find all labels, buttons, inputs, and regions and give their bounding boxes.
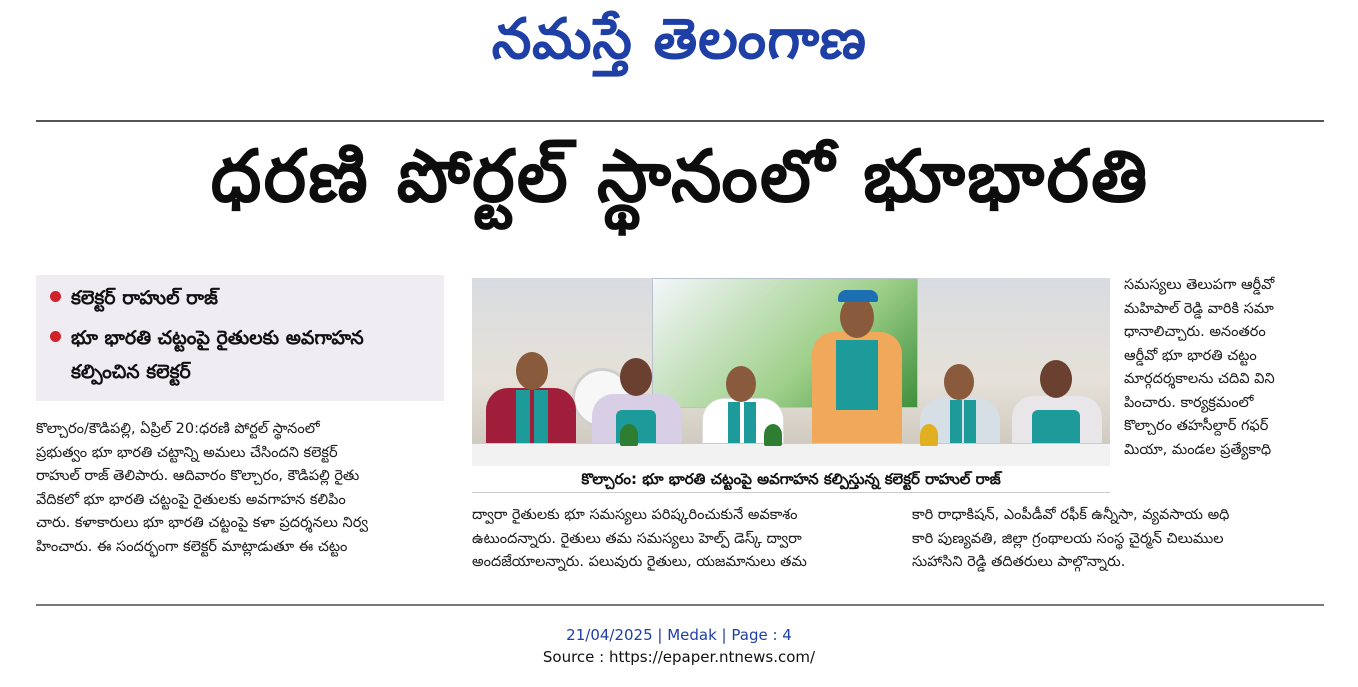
masthead-title: నమస్తే తెలంగాణ: [489, 6, 870, 72]
text-line: సమస్యలు తెలుపగా ఆర్డీవో: [1124, 277, 1275, 293]
text-line: ప్రభుత్వం భూ భారతి చట్టాన్ని అమలు చేసిందని కలెక్టర్: [36, 444, 338, 461]
plant: [620, 424, 638, 446]
newspaper-clipping: [36, 92, 1324, 608]
text-line: కొల్చారం/కౌడిపల్లి, ఏప్రిల్ 20:ధరణి పోర్టల్ స్థానంలో: [36, 421, 320, 437]
plant: [764, 424, 782, 446]
column-3-top: [1124, 274, 1314, 462]
footer-date-edition: 21/04/2025 | Medak | Page : 4: [566, 626, 792, 644]
text-line: మియా, మండల ప్రత్యేకాధి: [1124, 441, 1272, 458]
text-line: రాహుల్ రాజ్ తెలిపారు. ఆదివారం కొల్చారం, కౌడిపల్లి రైతు: [36, 468, 360, 484]
column-3-bottom: [912, 504, 1324, 575]
highlight-text: కలెక్టర్ రాహుల్ రాజ్: [71, 287, 218, 309]
text-line: ఆర్డీవో భూ భారతి చట్టం: [1124, 347, 1257, 364]
highlight-item: [48, 321, 432, 389]
text-line: హించారు. ఈ సందర్భంగా కలెక్టర్ మాట్లాడుతూ ఈ చట్టం: [36, 538, 348, 555]
masthead: [0, 0, 1358, 92]
person-speaker: [812, 288, 902, 466]
text-line: సుహాసిని రెడ్డి తదితరులు పాల్గొన్నారు.: [912, 554, 1126, 570]
bullet-dot: [50, 331, 61, 342]
text-line: చారు. కళాకారులు భూ భారతి చట్టంపై కళా ప్రదర్శనలు నిర్వ: [36, 515, 368, 531]
highlight-text: భూ భారతి చట్టంపై రైతులకు అవగాహన కల్పించిన కలెక్టర్: [71, 327, 364, 383]
highlight-item: [48, 281, 432, 315]
text-line: ధానాలిచ్చారు. అనంతరం: [1124, 324, 1266, 340]
text-line: కారి పుణ్యవతి, జిల్లా గ్రంథాలయ సంస్థ చైర్మన్ చిలుముల: [912, 530, 1224, 547]
text-line: వేదికలో భూ భారతి చట్టంపై రైతులకు అవగాహన కలిపిం: [36, 491, 346, 508]
top-rule: [36, 120, 1324, 122]
highlights-box: [36, 275, 444, 401]
bullet-dot: [50, 291, 61, 302]
bottom-rule: [36, 604, 1324, 606]
text-line: ఉటుందన్నారు. రైతులు తమ సమస్యలు హెల్ప్ డెస్క్ ద్వారా: [472, 530, 802, 547]
table-edge: [472, 443, 1110, 466]
column-1: [36, 418, 444, 559]
text-line: ద్వారా రైతులకు భూ సమస్యలు పరిష్కరించుకునే అవకాశం: [472, 507, 798, 523]
plant: [920, 424, 938, 446]
column-2: [472, 504, 890, 575]
photo-caption: కొల్చారం: భూ భారతి చట్టంపై అవగాహన కల్పిస్తున్న కలెక్టర్ రాహుల్ రాజ్: [472, 466, 1110, 493]
footer-source: Source : https://epaper.ntnews.com/: [542, 648, 816, 666]
text-line: పించారు. కార్యక్రమంలో: [1124, 394, 1254, 411]
text-line: మహిపాల్ రెడ్డి వారికి సమా: [1124, 300, 1274, 317]
text-line: అందజేయాలన్నారు. పలువురు రైతులు, యజమానులు తమ: [472, 554, 807, 570]
text-line: కొల్చారం తహసీల్దార్ గఫర్: [1124, 418, 1269, 434]
news-photo: [472, 278, 1110, 466]
text-line: మార్గదర్శకాలను చదివి విని: [1124, 371, 1275, 387]
headline: ధరణి పోర్టల్ స్థానంలో భూభారతి: [210, 134, 1150, 218]
footer: [0, 624, 1358, 668]
text-line: కారి రాధాకిషన్, ఎంపీడీవో రఫీక్ ఉన్నీసా, వ్యవసాయ అధి: [912, 507, 1230, 523]
